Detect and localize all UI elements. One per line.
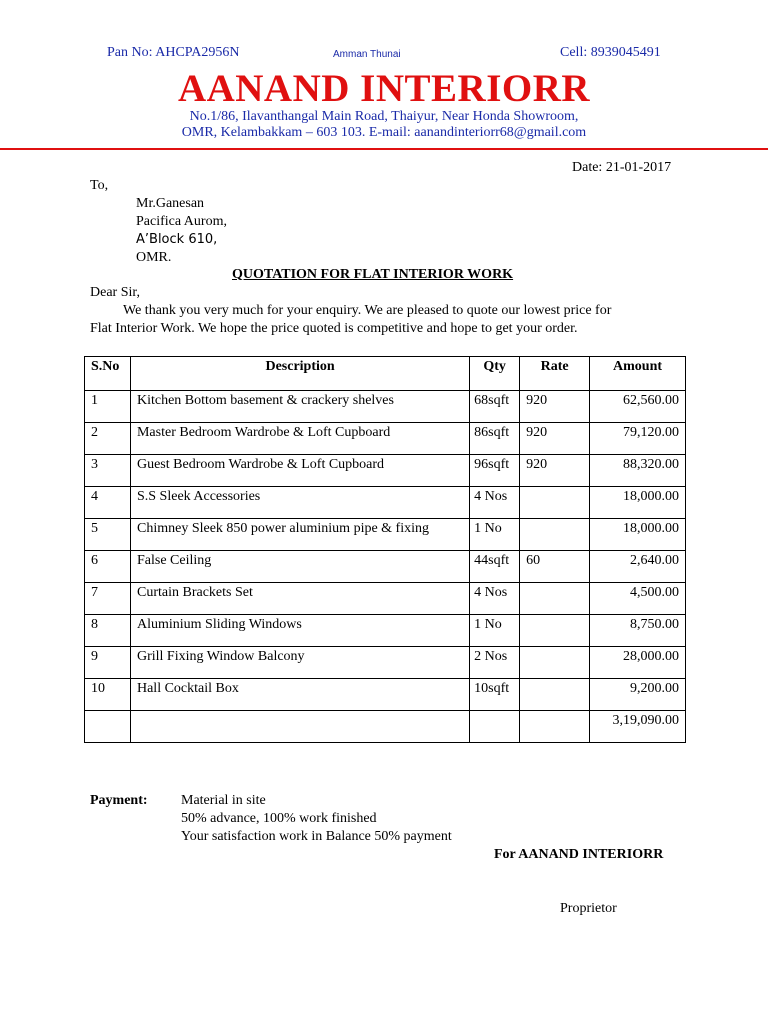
signature-title: Proprietor [560, 901, 617, 916]
cell-sno: 6 [85, 551, 131, 583]
table-row [85, 679, 686, 711]
cell-description: Kitchen Bottom basement & crackery shelves [130, 391, 469, 423]
table-row [85, 423, 686, 455]
cell-amount: 88,320.00 [590, 455, 686, 487]
total-row-empty-cell [470, 711, 520, 743]
cell-amount: 62,560.00 [590, 391, 686, 423]
cell-qty: 86sqft [470, 423, 520, 455]
tagline: Amman Thunai [333, 49, 401, 60]
letter-date: Date: 21-01-2017 [572, 160, 672, 175]
table-row [85, 487, 686, 519]
col-header-sno: S.No [85, 357, 131, 391]
salutation: Dear Sir, [90, 285, 140, 300]
pan-number: Pan No: AHCPA2956N [107, 45, 240, 60]
col-header-amount: Amount [590, 357, 686, 391]
cell-description: Guest Bedroom Wardrobe & Loft Cupboard [130, 455, 469, 487]
cell-rate [520, 519, 590, 551]
cell-number: Cell: 8939045491 [560, 45, 661, 60]
header-divider [0, 148, 768, 150]
table-header-row [85, 357, 686, 391]
cell-amount: 8,750.00 [590, 615, 686, 647]
payment-term-3: Your satisfaction work in Balance 50% payment [181, 829, 452, 844]
quotation-subject: QUOTATION FOR FLAT INTERIOR WORK [232, 267, 514, 282]
cell-description: Grill Fixing Window Balcony [130, 647, 469, 679]
cell-rate: 60 [520, 551, 590, 583]
total-row-empty-cell [85, 711, 131, 743]
cell-amount: 18,000.00 [590, 519, 686, 551]
cell-description: Curtain Brackets Set [130, 583, 469, 615]
cell-amount: 18,000.00 [590, 487, 686, 519]
cell-sno: 4 [85, 487, 131, 519]
cell-description: Hall Cocktail Box [130, 679, 469, 711]
table-row [85, 391, 686, 423]
col-header-qty: Qty [470, 357, 520, 391]
cell-sno: 3 [85, 455, 131, 487]
cell-description: Master Bedroom Wardrobe & Loft Cupboard [130, 423, 469, 455]
cell-rate [520, 583, 590, 615]
payment-term-1: Material in site [181, 793, 266, 808]
cell-description: False Ceiling [130, 551, 469, 583]
cell-qty: 68sqft [470, 391, 520, 423]
cell-description: Chimney Sleek 850 power aluminium pipe & fixing [130, 519, 469, 551]
cell-qty: 4 Nos [470, 487, 520, 519]
cell-sno: 8 [85, 615, 131, 647]
cell-sno: 10 [85, 679, 131, 711]
table-row [85, 455, 686, 487]
address-line-1: No.1/86, Ilavanthangal Main Road, Thaiyur, Near Honda Showroom, [189, 109, 579, 124]
cell-amount: 9,200.00 [590, 679, 686, 711]
cell-amount: 28,000.00 [590, 647, 686, 679]
total-row-empty-cell [520, 711, 590, 743]
cell-description: Aluminium Sliding Windows [130, 615, 469, 647]
cell-rate: 920 [520, 391, 590, 423]
body-line-2: Flat Interior Work. We hope the price quoted is competitive and hope to get your order. [90, 321, 578, 336]
cell-amount: 2,640.00 [590, 551, 686, 583]
company-name: AANAND INTERIORR [177, 67, 591, 110]
cell-sno: 5 [85, 519, 131, 551]
table-total-row [85, 711, 686, 743]
table-row [85, 519, 686, 551]
col-header-description: Description [130, 357, 469, 391]
cell-rate [520, 679, 590, 711]
recipient-block: A’Block 610, [136, 232, 218, 247]
signature-company: For AANAND INTERIORR [494, 847, 664, 862]
cell-qty: 2 Nos [470, 647, 520, 679]
cell-amount: 4,500.00 [590, 583, 686, 615]
cell-qty: 1 No [470, 615, 520, 647]
cell-sno: 7 [85, 583, 131, 615]
to-label: To, [90, 178, 109, 193]
table-row [85, 583, 686, 615]
cell-amount: 79,120.00 [590, 423, 686, 455]
cell-qty: 10sqft [470, 679, 520, 711]
recipient-name: Mr.Ganesan [136, 196, 205, 211]
table-row [85, 615, 686, 647]
table-row [85, 647, 686, 679]
body-line-1: We thank you very much for your enquiry. We are pleased to quote our lowest price for [123, 303, 612, 318]
cell-rate: 920 [520, 455, 590, 487]
cell-qty: 44sqft [470, 551, 520, 583]
payment-label: Payment: [90, 793, 148, 808]
cell-rate [520, 647, 590, 679]
quotation-table [84, 356, 686, 743]
address-line-2: OMR, Kelambakkam – 603 103. E-mail: aanandinteriorr68@gmail.com [181, 125, 587, 140]
recipient-area: OMR. [136, 250, 172, 265]
cell-rate [520, 615, 590, 647]
total-row-empty-cell [130, 711, 469, 743]
cell-description: S.S Sleek Accessories [130, 487, 469, 519]
cell-qty: 1 No [470, 519, 520, 551]
table-row [85, 551, 686, 583]
cell-rate: 920 [520, 423, 590, 455]
recipient-building: Pacifica Aurom, [136, 214, 227, 229]
cell-qty: 4 Nos [470, 583, 520, 615]
payment-term-2: 50% advance, 100% work finished [181, 811, 377, 826]
cell-qty: 96sqft [470, 455, 520, 487]
cell-rate [520, 487, 590, 519]
cell-sno: 2 [85, 423, 131, 455]
total-amount: 3,19,090.00 [590, 711, 686, 743]
cell-sno: 1 [85, 391, 131, 423]
col-header-rate: Rate [520, 357, 590, 391]
cell-sno: 9 [85, 647, 131, 679]
